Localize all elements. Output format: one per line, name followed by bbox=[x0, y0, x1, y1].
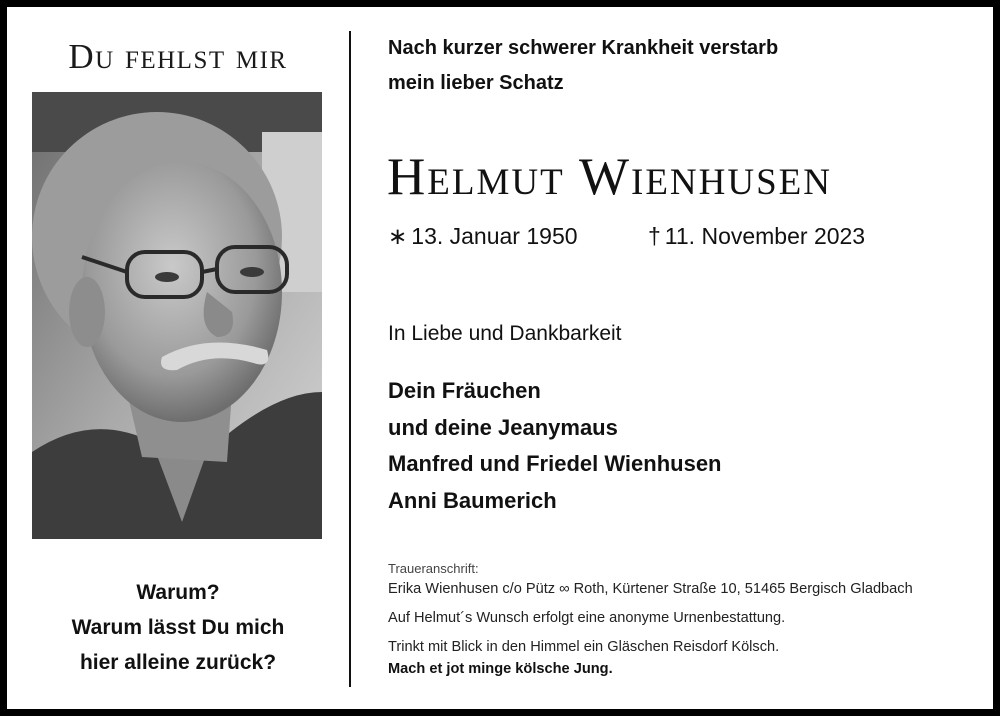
birth-date-text: 13. Januar 1950 bbox=[411, 223, 578, 249]
mourner-item: Dein Fräuchen bbox=[388, 378, 541, 403]
mourner-item: Anni Baumerich bbox=[388, 487, 557, 513]
mourner-item: Manfred und Friedel Wienhusen bbox=[388, 451, 722, 476]
intro-line-2: mein lieber Schatz bbox=[388, 72, 564, 94]
address-label: Traueranschrift: bbox=[388, 561, 479, 576]
obituary-card bbox=[7, 7, 993, 709]
birth-star-icon: ∗ bbox=[388, 223, 408, 249]
footer-notes bbox=[388, 560, 983, 680]
left-heading: Du fehlst mir bbox=[68, 37, 288, 76]
mourners-list bbox=[388, 373, 722, 519]
burial-note: Auf Helmut´s Wunsch erfolgt eine anonyme Urnenbestattung. bbox=[388, 610, 786, 626]
vertical-divider bbox=[349, 31, 351, 687]
question-text bbox=[33, 575, 323, 680]
question-line-2: Warum lässt Du mich bbox=[71, 616, 285, 639]
motto-line: Mach et jot minge kölsche Jung. bbox=[388, 661, 613, 677]
thanks-line: In Liebe und Dankbarkeit bbox=[388, 322, 622, 345]
deceased-name: Helmut Wienhusen bbox=[387, 148, 832, 206]
death-date-text: 11. November 2023 bbox=[664, 223, 866, 249]
intro-text bbox=[388, 31, 948, 101]
mourner-item: und deine Jeanymaus bbox=[388, 414, 618, 440]
portrait-photo bbox=[32, 92, 322, 539]
death-date bbox=[648, 223, 865, 250]
portrait-illustration bbox=[32, 92, 322, 539]
question-line-3: hier alleine zurück? bbox=[79, 651, 277, 674]
toast-note: Trinkt mit Blick in den Himmel ein Gläschen Reisdorf Kölsch. bbox=[388, 639, 780, 655]
death-cross-icon: † bbox=[648, 223, 661, 249]
mourning-address: Erika Wienhusen c/o Pütz ∞ Roth, Kürtener Straße 10, 51465 Bergisch Gladbach bbox=[388, 581, 913, 597]
birth-date bbox=[388, 223, 578, 250]
question-line-1: Warum? bbox=[136, 581, 220, 604]
intro-line-1: Nach kurzer schwerer Krankheit verstarb bbox=[388, 37, 779, 59]
